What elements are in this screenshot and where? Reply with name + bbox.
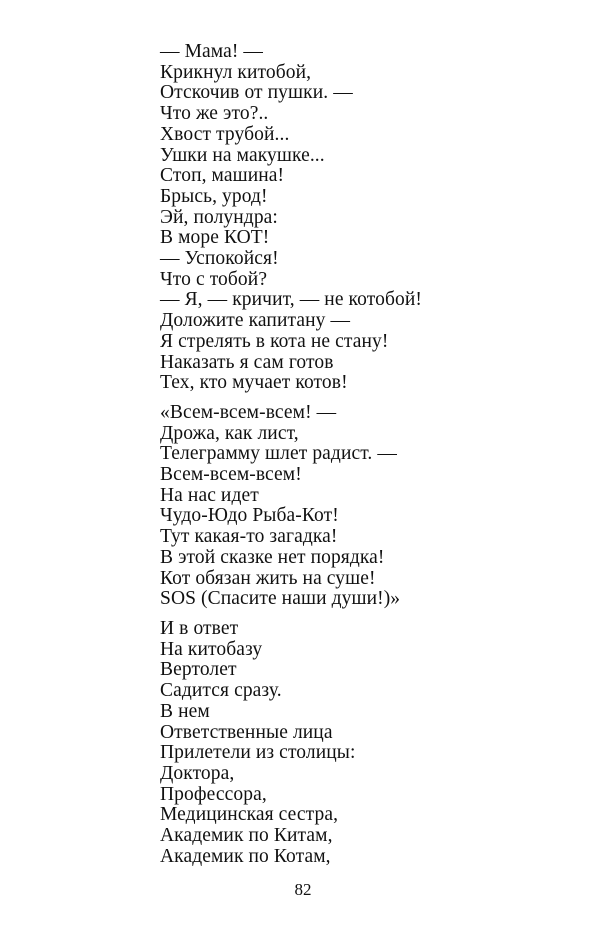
poem-line: Вертолет: [160, 659, 237, 681]
poem-line: На нас идет: [160, 484, 259, 506]
poem-text: [160, 42, 580, 867]
poem-line: Стоп, машина!: [160, 165, 285, 187]
poem-line: В этой сказке нет порядка!: [160, 546, 385, 568]
poem-line: Эй, полундра:: [160, 206, 278, 228]
page-number: 82: [294, 880, 312, 899]
poem-line: Садится сразу.: [160, 680, 282, 702]
poem-line: Прилетели из столицы:: [160, 742, 356, 764]
poem-line: SOS (Спасите наши души!)»: [160, 588, 401, 610]
poem-line: Телеграмму шлет радист. —: [160, 443, 397, 465]
poem-line: Профессора,: [160, 783, 267, 805]
poem-line: Я стрелять в кота не стану!: [160, 330, 389, 352]
poem-line: Крикнул китобой,: [160, 61, 312, 83]
poem-line: — Мама! —: [160, 41, 263, 62]
poem-line: Хвост трубой...: [160, 123, 290, 145]
poem-line: Дрожа, как лист,: [160, 422, 299, 444]
poem-line: Кот обязан жить на суше!: [160, 567, 376, 589]
poem-line: «Всем-всем-всем! —: [160, 401, 337, 423]
poem-line: — Я, — кричит, — не котобой!: [160, 289, 422, 311]
poem-line: Наказать я сам готов: [160, 351, 334, 373]
poem-line: Медицинская сестра,: [160, 804, 339, 826]
poem-line: Брысь, урод!: [160, 185, 268, 207]
stanza-1: [160, 42, 580, 394]
stanza-3: [160, 619, 580, 867]
poem-line: Всем-всем-всем!: [160, 464, 302, 486]
poem-line: Что же это?..: [160, 103, 269, 125]
poem-line: Отскочив от пушки. —: [160, 82, 353, 104]
poem-line: Доктора,: [160, 762, 235, 784]
poem-line: В нем: [160, 700, 210, 722]
poem-line: — Успокойся!: [160, 248, 279, 270]
poem-line: Доложите капитану —: [160, 310, 351, 332]
poem-line: И в ответ: [160, 617, 239, 639]
poem-line: Академик по Китам,: [160, 825, 333, 847]
poem-line: Что с тобой?: [160, 268, 268, 290]
poem-line: Тут какая-то загадка!: [160, 526, 338, 548]
poem-line: Тех, кто мучает котов!: [160, 372, 348, 394]
poem-line: В море КОТ!: [160, 227, 270, 249]
stanza-2: [160, 403, 580, 610]
poem-line: Ушки на макушке...: [160, 144, 325, 166]
poem-line: Чудо-Юдо Рыба-Кот!: [160, 505, 339, 527]
poem-line: На китобазу: [160, 638, 263, 660]
poem-line: Ответственные лица: [160, 721, 333, 743]
poem-line: Академик по Котам,: [160, 845, 331, 867]
